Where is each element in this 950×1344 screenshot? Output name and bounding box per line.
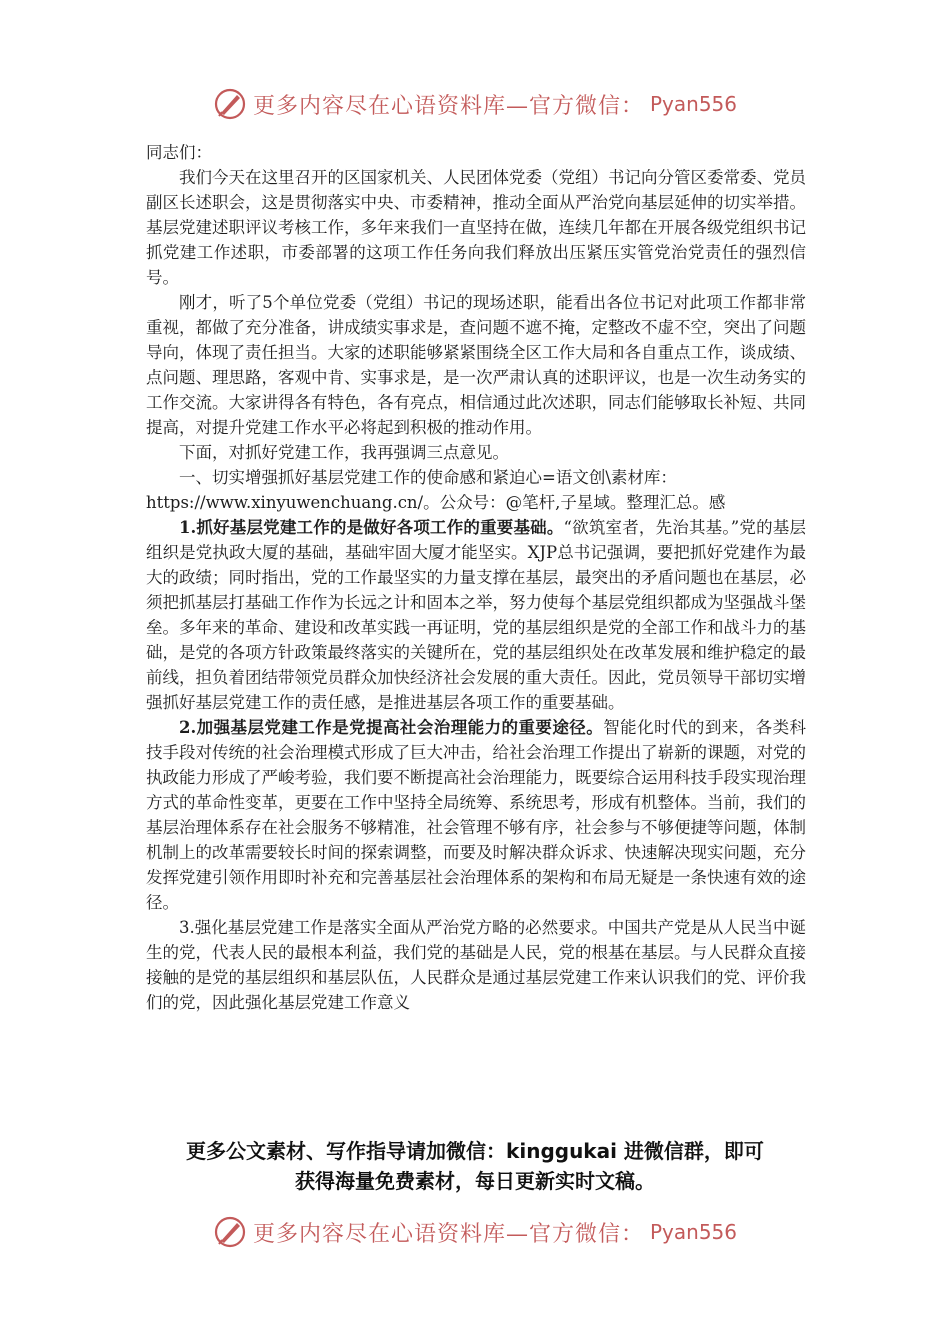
- quill-logo-icon: [213, 1215, 247, 1249]
- footer-note-line1: 更多公文素材、写作指导请加微信：kinggukai 进微信群，即可: [186, 1139, 764, 1163]
- item-1-title: 1.抓好基层党建工作的是做好各项工作的重要基础。: [179, 518, 564, 537]
- banner-wechat-id: Pyan556: [650, 1220, 738, 1244]
- banner-text: 更多内容尽在心语资料库—官方微信：: [252, 1221, 644, 1247]
- banner-wechat-id: Pyan556: [650, 92, 738, 116]
- item-3: 3.强化基层党建工作是落实全面从严治党方略的必然要求。中国共产党是从人民当中诞生的党，代表人民的最根本利益，我们党的基础是人民，党的根基在基层。与人民群众直接接触的是党的基层组织和基层队伍，人民群众是通过基层党建工作来认识我们的党、评价我们的党，因此强化基层党建工作意义: [146, 918, 806, 1012]
- footer-note: [120, 1136, 830, 1196]
- document-body: [146, 140, 806, 1015]
- footer-note-line2: 获得海量免费素材，每日更新实时文稿。: [295, 1169, 655, 1193]
- paragraph-review: 刚才，听了5个单位党委（党组）书记的现场述职，能看出各位书记对此项工作都非常重视，都做了充分准备，讲成绩实事求是，查问题不遮不掩，定整改不虚不空，突出了问题导向，体现了责任担当。大家的述职能够紧紧围绕全区工作大局和各自重点工作，谈成绩、点问题、理思路，客观中肯、实事求是，是一次严肃认真的述职评议，也是一次生动务实的工作交流。大家讲得各有特色，各有亮点，相信通过此次述职，同志们能够取长补短、共同提高，对提升党建工作水平必将起到积极的推动作用。: [146, 293, 806, 437]
- section1-heading: 一、切实增强抓好基层党建工作的使命感和紧迫心=语文创\素材库：: [179, 468, 677, 487]
- banner-text: 更多内容尽在心语资料库—官方微信：: [252, 93, 644, 119]
- item-2-title: 2.加强基层党建工作是党提高社会治理能力的重要途径。: [179, 718, 604, 737]
- section1-url-line: https://www.xinyuwenchuang.cn/。公众号：@笔杆,子星域。整理汇总。感: [146, 493, 726, 512]
- paragraph-intro: 我们今天在这里召开的区国家机关、人民团体党委（党组）书记向分管区委常委、党员副区长述职会，这是贯彻落实中央、市委精神，推动全面从严治党向基层延伸的切实举措。基层党建述职评议考核工作，多年来我们一直坚持在做，连续几年都在开展各级党组织书记抓党建工作述职，市委部署的这项工作任务向我们释放出压紧压实管党治党责任的强烈信号。: [146, 168, 806, 287]
- item-2-text: 智能化时代的到来，各类科技手段对传统的社会治理模式形成了巨大冲击，给社会治理工作提出了崭新的课题，对党的执政能力形成了严峻考验，我们要不断提高社会治理能力，既要综合运用科技手段实现治理方式的革命性变革，更要在工作中坚持全局统筹、系统思考，形成有机整体。当前，我们的基层治理体系存在社会服务不够精准，社会管理不够有序，社会参与不够便捷等问题，体制机制上的改革需要较长时间的探索调整，而要及时解决群众诉求、快速解决现实问题，充分发挥党建引领作用即时补充和完善基层社会治理体系的架构和布局无疑是一条快速有效的途径。: [146, 718, 807, 912]
- paragraph-transition: 下面，对抓好党建工作，我再强调三点意见。: [179, 443, 509, 462]
- bottom-banner: [0, 1212, 950, 1252]
- quill-logo-icon: [213, 87, 247, 121]
- item-1: [146, 515, 806, 715]
- salutation: 同志们：: [146, 143, 212, 162]
- top-banner: [0, 84, 950, 124]
- item-2: [146, 715, 806, 915]
- item-1-text: “欲筑室者，先治其基。”党的基层组织是党执政大厦的基础，基础牢固大厦才能坚实。XJP总书记强调，要把抓好党建作为最大的政绩；同时指出，党的工作最坚实的力量支撑在基层，最突出的矛盾问题也在基层，必须把抓基层打基础工作作为长远之计和固本之举，努力使每个基层党组织都成为坚强战斗堡垒。多年来的革命、建设和改革实践一再证明，党的基层组织是党的全部工作和战斗力的基础，是党的各项方针政策最终落实的关键所在，党的基层组织处在改革发展和维护稳定的最前线，担负着团结带领党员群众加快经济社会发展的重大责任。因此，党员领导干部切实增强抓好基层党建工作的责任感，是推进基层各项工作的重要基础。: [146, 518, 806, 712]
